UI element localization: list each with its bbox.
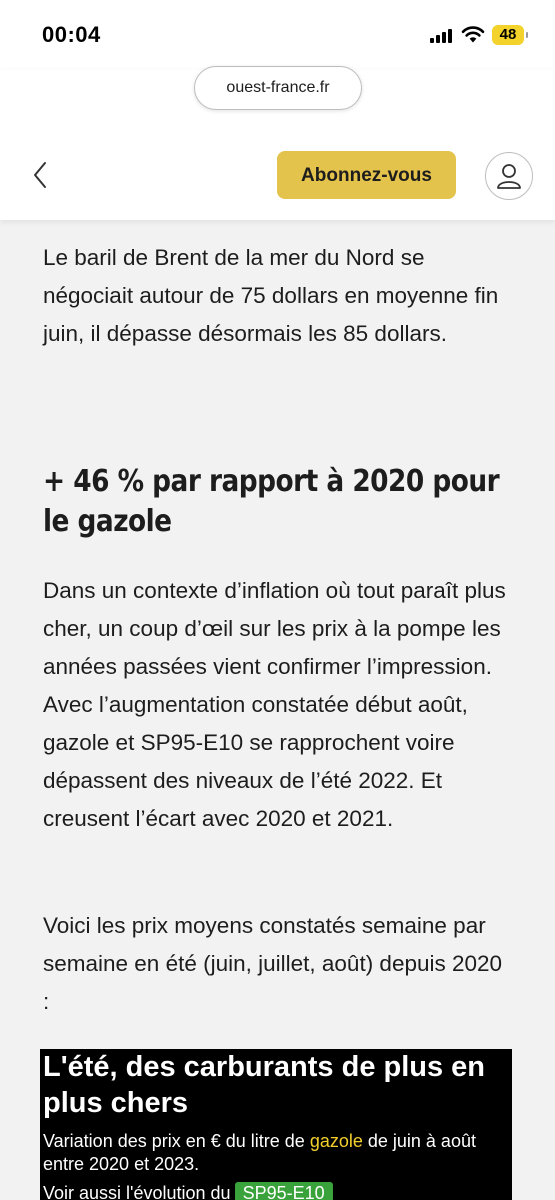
chart-subtitle (43, 1130, 509, 1176)
article-paragraph: Le baril de Brent de la mer du Nord se négociait autour de 75 dollars en moyenne fin juin, il dépasse désormais les 85 dollars. (43, 245, 499, 346)
back-button[interactable] (26, 158, 54, 192)
gazole-highlight: gazole (309, 1131, 363, 1151)
article-paragraph: Voici les prix moyens constatés semaine par semaine en été (juin, juillet, août) depuis 2020 : (43, 913, 503, 1014)
article-heading: + 46 % par rapport à 2020 pour le gazole (43, 464, 500, 539)
user-icon (495, 162, 523, 190)
sp95-toggle-button[interactable]: SP95-E10 (235, 1182, 333, 1200)
url-bar[interactable]: ouest-france.fr (194, 66, 362, 110)
chevron-left-icon (32, 161, 48, 189)
article-paragraph: Dans un contexte d’inflation où tout paraît plus cher, un coup d’œil sur les prix à la pompe les années passées vient confirmer l’impression. Avec l’augmentation constatée début août, gazole et SP95-E10 se rapprochent voire dépassent des niveaux de l’été 2022. Et creusent l’écart avec 2020 et 2021. (43, 578, 506, 831)
battery-indicator: 48 (492, 25, 524, 45)
see-also-line (43, 1182, 333, 1200)
subtitle-text: Variation des prix en € du litre de (43, 1131, 310, 1151)
wifi-icon (461, 25, 485, 43)
see-also-text: Voir aussi l'évolution du (43, 1183, 231, 1200)
subscribe-button[interactable]: Abonnez-vous (277, 151, 456, 199)
status-bar (0, 0, 555, 70)
profile-button[interactable] (485, 152, 533, 200)
status-time: 00:04 (42, 22, 101, 47)
browser-header (0, 70, 555, 220)
subtitle-text: de juin à août entre 2020 et 2023. (43, 1131, 476, 1174)
chart-title: L'été, des carburants de plus en plus chers (43, 1051, 486, 1119)
chart-embed (40, 1049, 512, 1200)
signal-icon (430, 29, 454, 43)
